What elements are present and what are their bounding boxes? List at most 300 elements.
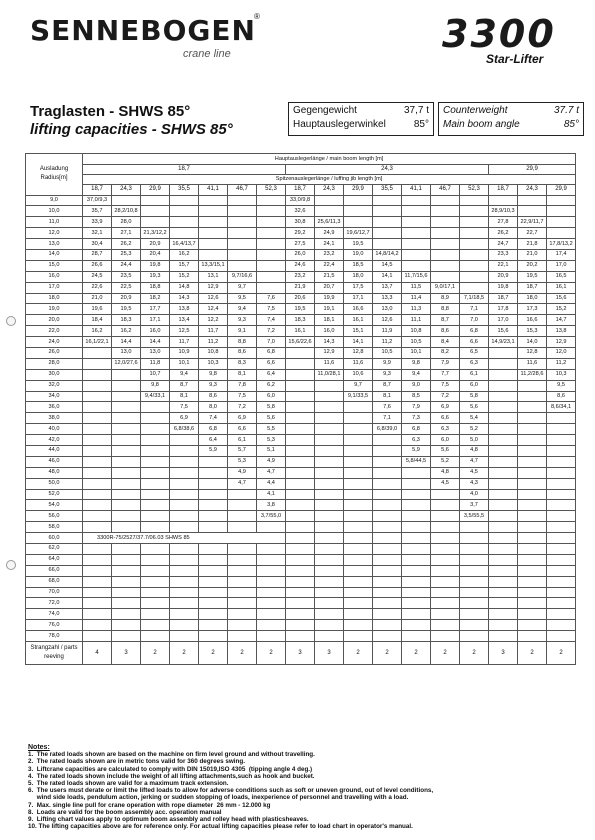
capacity-cell [547, 478, 576, 489]
capacity-cell [518, 195, 547, 206]
capacity-cell [315, 576, 344, 587]
capacity-cell: 7,5 [228, 391, 257, 402]
capacity-cell [286, 565, 315, 576]
note-item: 10. The lifting capacities above are for reference only. For actual lifting capacities please refer to load chart in operator's manual. [28, 823, 413, 831]
jib-length-header: 18,7 [83, 185, 112, 196]
capacity-cell [315, 456, 344, 467]
reeving-cell: 2 [373, 642, 402, 665]
capacity-cell: 13,8 [547, 326, 576, 337]
capacity-cell [518, 391, 547, 402]
capacity-cell: 14,5 [373, 260, 402, 271]
capacity-cell: 14,0 [518, 337, 547, 348]
capacity-cell: 6,9 [170, 413, 199, 424]
capacity-cell [83, 347, 112, 358]
capacity-cell [141, 217, 170, 228]
capacity-cell: 26,2 [489, 228, 518, 239]
capacity-cell [257, 195, 286, 206]
capacity-cell [402, 467, 431, 478]
capacity-cell [315, 533, 344, 544]
counterweight-label-de: Gegengewicht [293, 105, 357, 116]
capacity-cell [344, 522, 373, 533]
capacity-cell [344, 489, 373, 500]
capacity-cell: 7,5 [170, 402, 199, 413]
capacity-cell [228, 217, 257, 228]
capacity-cell [373, 609, 402, 620]
capacity-cell [112, 565, 141, 576]
table-row [26, 620, 576, 631]
radius-cell: 40,0 [26, 424, 83, 435]
capacity-cell [460, 217, 489, 228]
capacity-cell: 19,9 [315, 293, 344, 304]
capacity-cell [431, 620, 460, 631]
table-row [26, 347, 576, 358]
capacity-cell: 9,9 [373, 358, 402, 369]
table-row [26, 206, 576, 217]
capacity-cell: 10,6 [344, 369, 373, 380]
capacity-cell: 19,5 [344, 239, 373, 250]
capacity-cell [460, 249, 489, 260]
capacity-cell: 9,1/33,5 [344, 391, 373, 402]
capacity-cell: 5,2 [460, 424, 489, 435]
capacity-cell: 4,8 [431, 467, 460, 478]
capacity-cell: 13,1 [199, 271, 228, 282]
capacity-cell: 11,8 [141, 358, 170, 369]
brand-tagline: crane line [183, 48, 231, 60]
capacity-cell [344, 544, 373, 555]
capacity-cell: 7,0 [460, 315, 489, 326]
boom-angle-value-en: 85° [563, 119, 579, 130]
capacity-cell [199, 598, 228, 609]
capacity-cell [315, 467, 344, 478]
capacity-cell: 15,6 [489, 326, 518, 337]
capacity-cell [460, 544, 489, 555]
capacity-cell [228, 500, 257, 511]
capacity-cell: 18,3 [112, 315, 141, 326]
reeving-cell: 2 [170, 642, 199, 665]
capacity-cell [257, 544, 286, 555]
capacity-cell: 11,2 [199, 337, 228, 348]
capacity-cell: 13,0 [141, 347, 170, 358]
capacity-cell [402, 533, 431, 544]
capacity-cell: 7,5 [431, 380, 460, 391]
capacity-cell [141, 554, 170, 565]
capacity-cell [489, 413, 518, 424]
jib-length-header: 46,7 [228, 185, 257, 196]
capacity-cell: 8,0 [199, 402, 228, 413]
capacity-cell [344, 554, 373, 565]
reeving-cell: 2 [344, 642, 373, 665]
capacity-cell [431, 609, 460, 620]
capacity-cell [402, 260, 431, 271]
capacity-cell [286, 522, 315, 533]
capacity-cell [199, 217, 228, 228]
capacity-cell [489, 598, 518, 609]
capacity-cell [344, 467, 373, 478]
table-row [26, 609, 576, 620]
capacity-cell: 33,9 [83, 217, 112, 228]
capacity-cell [489, 445, 518, 456]
radius-cell: 22,0 [26, 326, 83, 337]
capacity-cell: 10,1 [170, 358, 199, 369]
radius-cell: 13,0 [26, 239, 83, 250]
capacity-cell [286, 598, 315, 609]
capacity-cell [518, 478, 547, 489]
radius-cell: 74,0 [26, 609, 83, 620]
capacity-cell [228, 206, 257, 217]
capacity-cell [83, 511, 112, 522]
capacity-cell: 12,8 [344, 347, 373, 358]
capacity-cell: 16,5 [547, 271, 576, 282]
capacity-cell [257, 609, 286, 620]
capacity-cell: 6,6 [431, 413, 460, 424]
capacity-cell: 5,4 [460, 413, 489, 424]
capacity-cell: 10,3 [199, 358, 228, 369]
capacity-cell [228, 620, 257, 631]
capacity-cell: 15,7 [170, 260, 199, 271]
capacity-cell [257, 249, 286, 260]
capacity-cell [199, 544, 228, 555]
radius-cell: 76,0 [26, 620, 83, 631]
capacity-cell: 6,9 [228, 413, 257, 424]
capacity-cell [460, 576, 489, 587]
capacity-cell [431, 249, 460, 260]
capacity-cell [83, 565, 112, 576]
capacity-cell [112, 522, 141, 533]
capacity-cell [315, 565, 344, 576]
capacity-cell [547, 424, 576, 435]
note-item: 8. Loads are valid for the boom assembly acc. operation manual [28, 808, 222, 816]
capacity-cell [286, 445, 315, 456]
capacity-cell: 20,9 [141, 239, 170, 250]
jib-length-header: 29,9 [547, 185, 576, 196]
capacity-cell [489, 369, 518, 380]
capacity-cell: 12,0 [547, 347, 576, 358]
capacity-cell [286, 489, 315, 500]
capacity-cell [518, 522, 547, 533]
capacity-cell [141, 587, 170, 598]
capacity-cell: 21,0 [83, 293, 112, 304]
capacity-cell: 9,7 [344, 380, 373, 391]
radius-cell: 20,0 [26, 315, 83, 326]
capacity-cell: 28,2/10,8 [112, 206, 141, 217]
capacity-cell: 29,2 [286, 228, 315, 239]
jib-length-header: 35,5 [170, 185, 199, 196]
radius-cell: 17,0 [26, 282, 83, 293]
registered-mark: ® [254, 12, 260, 21]
capacity-cell [489, 511, 518, 522]
capacity-cell [170, 500, 199, 511]
capacity-cell: 24,6 [286, 260, 315, 271]
radius-cell: 32,0 [26, 380, 83, 391]
model-number: 3300 [442, 12, 556, 56]
capacity-cell: 20,6 [286, 293, 315, 304]
reeving-cell: 2 [518, 642, 547, 665]
capacity-cell [170, 206, 199, 217]
capacity-cell [518, 445, 547, 456]
table-row [26, 239, 576, 250]
capacity-cell [547, 587, 576, 598]
capacity-cell [344, 500, 373, 511]
capacity-cell [83, 402, 112, 413]
capacity-cell: 6,1 [228, 435, 257, 446]
capacity-cell [373, 598, 402, 609]
capacity-cell: 17,1 [344, 293, 373, 304]
table-row [26, 315, 576, 326]
capacity-cell [199, 467, 228, 478]
capacity-cell [286, 631, 315, 642]
capacity-cell [112, 195, 141, 206]
capacity-cell [489, 554, 518, 565]
table-row [26, 544, 576, 555]
radius-cell: 72,0 [26, 598, 83, 609]
capacity-cell [460, 522, 489, 533]
capacity-cell [547, 195, 576, 206]
capacity-cell: 8,1 [228, 369, 257, 380]
capacity-cell: 24,9 [315, 228, 344, 239]
capacity-cell: 11,4 [402, 293, 431, 304]
capacity-cell: 24,4 [112, 260, 141, 271]
capacity-cell: 17,8/13,2 [547, 239, 576, 250]
capacity-cell [402, 620, 431, 631]
reeving-cell: 2 [228, 642, 257, 665]
reeving-cell: 4 [83, 642, 112, 665]
capacity-cell: 11,7 [170, 337, 199, 348]
capacity-cell [112, 445, 141, 456]
capacity-cell [286, 533, 315, 544]
capacity-cell [315, 587, 344, 598]
capacity-cell: 8,6/34,1 [547, 402, 576, 413]
capacity-cell: 18,7 [518, 282, 547, 293]
capacity-cell: 10,1 [402, 347, 431, 358]
capacity-cell: 16,2 [170, 249, 199, 260]
capacity-cell: 15,2 [170, 271, 199, 282]
capacity-cell: 3,7/55,0 [257, 511, 286, 522]
radius-cell: 50,0 [26, 478, 83, 489]
capacity-cell [402, 554, 431, 565]
capacity-cell: 22,9/11,7 [518, 217, 547, 228]
capacity-cell [373, 228, 402, 239]
capacity-cell: 11,2/28,6 [518, 369, 547, 380]
table-row [26, 445, 576, 456]
table-row [26, 598, 576, 609]
capacity-cell [402, 544, 431, 555]
capacity-cell: 14,7 [547, 315, 576, 326]
capacity-cell [431, 271, 460, 282]
table-row [26, 565, 576, 576]
capacity-cell [547, 631, 576, 642]
capacity-cell: 12,5 [170, 326, 199, 337]
capacity-cell [373, 195, 402, 206]
reeving-cell: 3 [315, 642, 344, 665]
capacity-cell [315, 620, 344, 631]
capacity-cell: 32,6 [286, 206, 315, 217]
capacity-cell [170, 554, 199, 565]
capacity-cell: 4,7 [460, 456, 489, 467]
capacity-cell [489, 467, 518, 478]
capacity-cell: 10,9 [170, 347, 199, 358]
capacity-cell [286, 413, 315, 424]
capacity-cell: 21,9 [286, 282, 315, 293]
capacity-cell [373, 478, 402, 489]
capacity-cell [460, 239, 489, 250]
radius-cell: 24,0 [26, 337, 83, 348]
capacity-cell: 6,8 [460, 326, 489, 337]
capacity-cell [199, 206, 228, 217]
capacity-cell [547, 467, 576, 478]
capacity-cell [373, 206, 402, 217]
capacity-cell: 33,0/9,8 [286, 195, 315, 206]
capacity-cell: 19,6/12,7 [344, 228, 373, 239]
capacity-cell [518, 402, 547, 413]
capacity-cell: 4,9 [257, 456, 286, 467]
capacity-cell: 18,3 [286, 315, 315, 326]
capacity-cell: 6,3 [431, 424, 460, 435]
capacity-cell [315, 206, 344, 217]
capacity-cell [431, 228, 460, 239]
capacity-cell [373, 522, 402, 533]
capacity-cell [83, 489, 112, 500]
capacity-cell: 28,9/10,3 [489, 206, 518, 217]
capacity-cell [170, 489, 199, 500]
notes-title: Notes: [28, 744, 50, 751]
capacity-cell [315, 195, 344, 206]
capacity-cell [431, 533, 460, 544]
capacity-cell [315, 402, 344, 413]
capacity-cell: 11,3 [402, 304, 431, 315]
capacity-cell: 15,1 [344, 326, 373, 337]
capacity-cell [489, 576, 518, 587]
capacity-cell: 12,8 [518, 347, 547, 358]
capacity-cell: 4,0 [460, 489, 489, 500]
note-item: 2. The rated loads shown are in metric tons valid for 360 degrees swing. [28, 758, 245, 766]
jib-length-header: 24,3 [518, 185, 547, 196]
capacity-cell [83, 522, 112, 533]
capacity-cell: 8,3 [228, 358, 257, 369]
radius-cell: 26,0 [26, 347, 83, 358]
capacity-cell [518, 424, 547, 435]
capacity-cell: 25,3 [112, 249, 141, 260]
capacity-cell [547, 489, 576, 500]
capacity-cell: 16,6 [344, 304, 373, 315]
capacity-cell: 17,7 [141, 304, 170, 315]
reeving-row [26, 642, 576, 665]
capacity-cell [112, 511, 141, 522]
capacity-cell: 21,5 [315, 271, 344, 282]
capacity-cell [431, 587, 460, 598]
capacity-cell: 8,8 [431, 304, 460, 315]
capacity-cell [199, 631, 228, 642]
note-item: 1. The rated loads shown are based on the machine on firm level ground and without travelling. [28, 751, 315, 759]
capacity-cell [489, 565, 518, 576]
note-item: 7. Max. single line pull for crane operation with rope diameter 26 mm - 12.000 kg [28, 801, 271, 809]
capacity-cell: 6,1 [460, 369, 489, 380]
note-item: 5. The rated loads shown are valid for a maximum track extension. [28, 780, 229, 788]
capacity-cell: 35,7 [83, 206, 112, 217]
capacity-cell [199, 228, 228, 239]
capacity-cell [518, 598, 547, 609]
capacity-cell: 16,1 [547, 282, 576, 293]
capacity-cell: 18,2 [141, 293, 170, 304]
capacity-cell: 10,5 [373, 347, 402, 358]
capacity-cell [170, 228, 199, 239]
capacity-cell: 16,0 [315, 326, 344, 337]
capacity-cell [344, 533, 373, 544]
capacity-cell [431, 206, 460, 217]
capacity-cell [112, 554, 141, 565]
capacity-cell: 4,7 [228, 478, 257, 489]
capacity-cell [141, 435, 170, 446]
boom-angle-value-de: 85° [413, 119, 429, 130]
capacity-cell [83, 413, 112, 424]
capacity-cell [257, 260, 286, 271]
radius-cell: 64,0 [26, 554, 83, 565]
capacity-cell: 5,9 [402, 445, 431, 456]
capacity-cell [112, 413, 141, 424]
reeving-cell: 2 [431, 642, 460, 665]
capacity-cell: 16,1/22,1 [83, 337, 112, 348]
radius-cell: 15,0 [26, 260, 83, 271]
capacity-cell [489, 489, 518, 500]
capacity-cell: 25,6/11,3 [315, 217, 344, 228]
capacity-cell: 10,3 [547, 369, 576, 380]
table-row [26, 435, 576, 446]
capacity-cell: 7,1/18,5 [460, 293, 489, 304]
capacity-cell [199, 456, 228, 467]
capacity-cell [286, 576, 315, 587]
capacity-cell [373, 565, 402, 576]
radius-cell: 34,0 [26, 391, 83, 402]
capacity-cell: 7,2 [257, 326, 286, 337]
capacity-cell: 23,2 [286, 271, 315, 282]
capacity-cell [141, 631, 170, 642]
capacity-cell [373, 620, 402, 631]
capacity-cell: 4,4 [257, 478, 286, 489]
capacity-cell [489, 587, 518, 598]
capacity-cell [402, 631, 431, 642]
capacity-cell [402, 522, 431, 533]
capacity-cell [373, 511, 402, 522]
capacity-cell [315, 522, 344, 533]
capacity-cell [170, 609, 199, 620]
capacity-cell [112, 467, 141, 478]
capacity-cell: 20,4 [141, 249, 170, 260]
capacity-cell [112, 609, 141, 620]
lifting-capacity-table [25, 153, 576, 665]
capacity-cell: 17,3 [518, 304, 547, 315]
capacity-cell: 9,4 [402, 369, 431, 380]
capacity-cell [257, 239, 286, 250]
jib-length-header: 18,7 [286, 185, 315, 196]
capacity-cell [257, 522, 286, 533]
capacity-cell [228, 489, 257, 500]
capacity-cell [286, 467, 315, 478]
capacity-cell [373, 533, 402, 544]
notes-section [28, 744, 573, 830]
radius-cell: 60,0 [26, 533, 83, 544]
capacity-cell [344, 511, 373, 522]
jib-length-header: 18,7 [489, 185, 518, 196]
capacity-cell: 21,8 [518, 239, 547, 250]
capacity-cell: 5,8/44,5 [402, 456, 431, 467]
capacity-cell [315, 609, 344, 620]
capacity-cell [547, 554, 576, 565]
capacity-cell: 9,0 [402, 380, 431, 391]
capacity-cell: 14,9/23,1 [489, 337, 518, 348]
capacity-cell [547, 217, 576, 228]
capacity-cell [112, 500, 141, 511]
jib-length-header: 52,3 [257, 185, 286, 196]
capacity-cell: 19,0 [344, 249, 373, 260]
